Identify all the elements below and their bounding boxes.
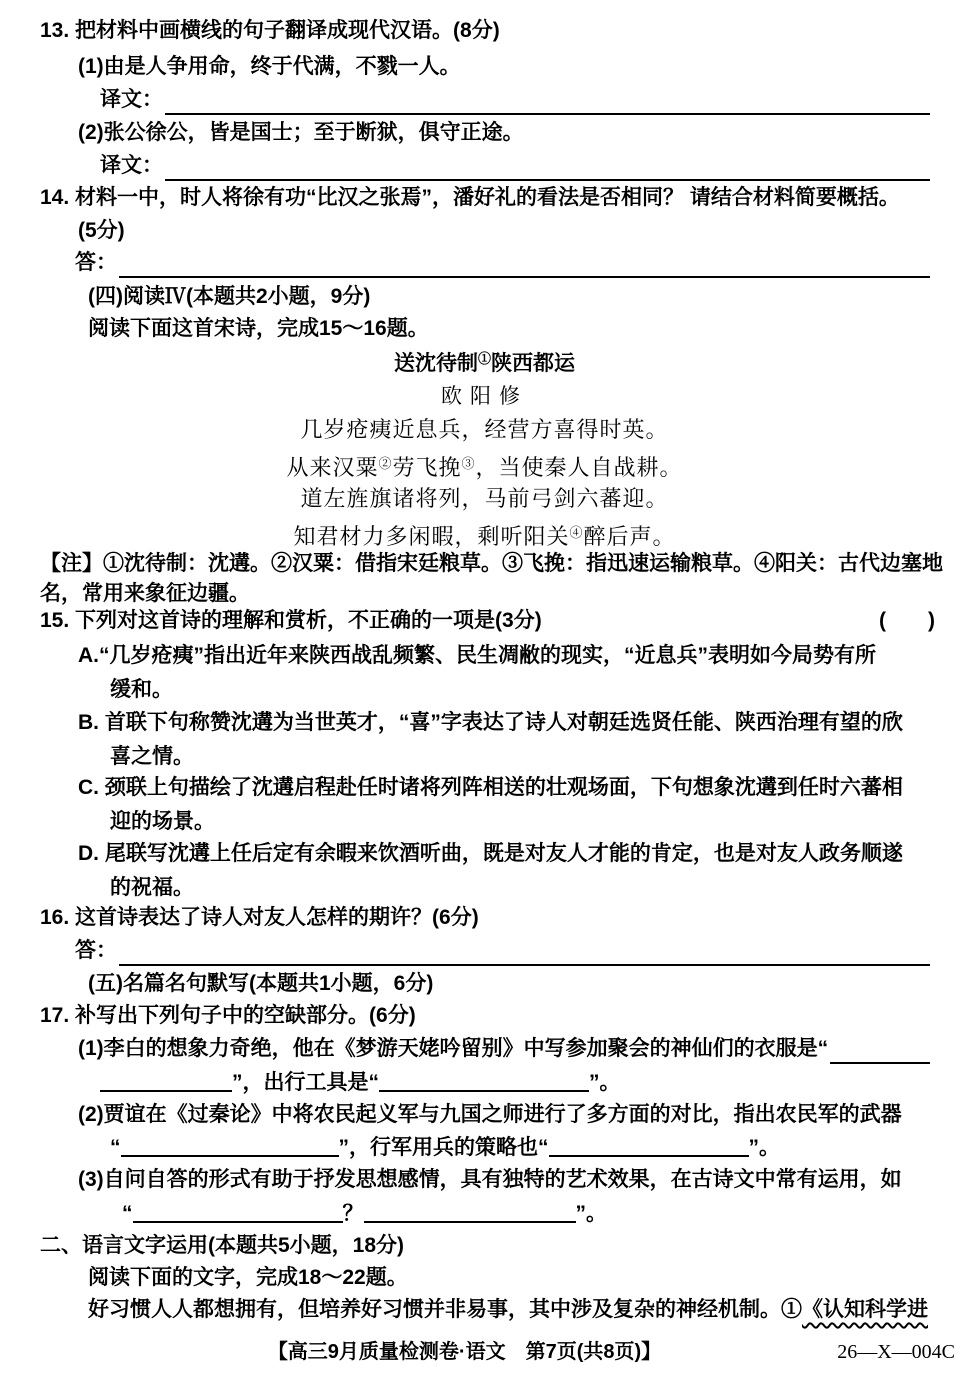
q13-translation-row-1	[100, 85, 930, 115]
passage-opening-line	[88, 1295, 928, 1325]
q15-option-d-line2: 的祝福。	[110, 876, 194, 899]
q13-sentence-2: (2)张公徐公，皆是国士；至于断狱，俱守正途。	[78, 121, 524, 144]
answer-blank	[165, 86, 930, 115]
fill-blank	[100, 1070, 232, 1092]
section2-title: 二、语言文字运用(本题共5小题，18分)	[40, 1234, 405, 1257]
answer-blank	[165, 152, 930, 181]
q17-item2-line2	[110, 1133, 780, 1163]
page-footer: 【高三9月质量检测卷·语文 第7页(共8页)】	[267, 1341, 662, 1363]
poem-title	[0, 344, 969, 379]
footnote-marker-2: ②	[378, 456, 393, 471]
poem-line-2-part3: ，当使秦人自战耕。	[475, 455, 683, 480]
answer-label: 答：	[75, 939, 117, 962]
answer-blank	[119, 249, 930, 278]
poem-title-part2: 陕西都运	[491, 352, 575, 375]
poem-line-2	[0, 449, 969, 483]
poem-line-3: 道左旌旗诸将列，马前弓剑六蕃迎。	[300, 486, 669, 511]
fill-blank	[379, 1070, 589, 1092]
poem-line-4	[0, 518, 969, 552]
q13-stem: 13. 把材料中画横线的句子翻译成现代汉语。(8分)	[40, 19, 500, 42]
q15-option-b-line1: B. 首联下句称赞沈遘为当世英才，“喜”字表达了诗人对朝廷选贤任能、陕西治理有望的欣	[78, 711, 903, 734]
q15-stem: 15. 下列对这首诗的理解和赏析，不正确的一项是(3分)	[40, 609, 542, 632]
q17-item3-line2	[122, 1199, 607, 1229]
translation-label: 译文：	[100, 154, 163, 177]
q17-item2-line1: (2)贾谊在《过秦论》中将农民起义军与九国之师进行了多方面的对比，指出农民军的武器	[78, 1103, 902, 1126]
fill-blank	[121, 1135, 339, 1157]
section2-instruction: 阅读下面的文字，完成18～22题。	[88, 1266, 408, 1289]
fill-blank	[364, 1201, 576, 1223]
q15-option-d-line1: D. 尾联写沈遘上任后定有余暇来饮酒听曲，既是对友人才能的肯定，也是对友人政务顺遂	[78, 842, 903, 865]
poem-author: 欧阳修	[441, 384, 528, 408]
translation-label: 译文：	[100, 88, 163, 111]
poem-note-line2: 名，常用来象征边疆。	[40, 582, 250, 605]
q17-stem: 17. 补写出下列句子中的空缺部分。(6分)	[40, 1004, 416, 1027]
answer-blank	[119, 937, 930, 966]
q13-sentence-1: (1)由是人争用命，终于代满，不戮一人。	[78, 55, 461, 78]
q16-stem: 16. 这首诗表达了诗人对友人怎样的期许？(6分)	[40, 906, 479, 929]
section4-title: (四)阅读Ⅳ(本题共2小题，9分)	[88, 285, 371, 308]
poem-line-2-part1: 从来汉粟	[286, 455, 379, 480]
passage-text: 好习惯人人都想拥有，但培养好习惯并非易事，其中涉及复杂的神经机制。①	[88, 1298, 802, 1321]
poem-line-4-part2: 醉后声。	[583, 524, 676, 549]
q15-option-a-line2: 缓和。	[110, 678, 173, 701]
q15-option-a-line1: A.“几岁疮痍”指出近年来陕西战乱频繁、民生凋敝的现实，“近息兵”表明如今局势有所	[78, 644, 876, 667]
q15-option-c-line2: 迎的场景。	[110, 810, 215, 833]
q17-item1-text: (1)李白的想象力奇绝，他在《梦游天姥吟留别》中写参加聚会的神仙们的衣服是“	[78, 1037, 829, 1060]
poem-line-1: 几岁疮痍近息兵，经营方喜得时英。	[300, 417, 669, 442]
q15-stem-row	[40, 606, 935, 636]
q17-item3-line2-text3: ”。	[575, 1202, 607, 1225]
poem-instruction: 阅读下面这首宋诗，完成15～16题。	[88, 317, 429, 340]
q17-item2-line2-text2: ”，行军用兵的策略也“	[338, 1136, 549, 1159]
answer-label: 答：	[75, 251, 117, 274]
poem-line-4-part1: 知君材力多闲暇，剩听阳关	[293, 524, 570, 549]
passage-cited-title: 《认知科学进	[802, 1298, 928, 1321]
q17-item1-line2-text2: ”。	[589, 1071, 621, 1094]
q17-item1-line2	[100, 1068, 621, 1098]
fill-blank	[133, 1201, 343, 1223]
footnote-marker-1: ①	[477, 351, 491, 366]
q14-stem-line1: 14. 材料一中，时人将徐有功“比汉之张焉”，潘好礼的看法是否相同？ 请结合材料简要概括。	[40, 186, 900, 209]
poem-note-line1: 【注】①沈待制：沈遘。②汉粟：借指宋廷粮草。③飞挽：指迅速运输粮草。④阳关：古代边塞地	[40, 552, 943, 575]
q14-stem-line2: (5分)	[78, 219, 125, 242]
q17-item3-line1: (3)自问自答的形式有助于抒发思想感情，具有独特的艺术效果，在古诗文中常有运用，如	[78, 1168, 902, 1191]
q13-translation-row-2	[100, 151, 930, 181]
q16-answer-row	[75, 936, 930, 966]
fill-blank	[830, 1035, 930, 1064]
q14-answer-row	[75, 248, 930, 278]
footnote-marker-3: ③	[461, 456, 476, 471]
q17-item3-line2-text1: “	[122, 1202, 133, 1225]
paper-code: 26—X—004C	[837, 1341, 955, 1363]
footnote-marker-4: ④	[569, 525, 584, 540]
fill-blank	[549, 1135, 749, 1157]
q15-option-c-line1: C. 颈联上句描绘了沈遘启程赴任时诸将列阵相送的壮观场面，下句想象沈遘到任时六蕃相	[78, 776, 903, 799]
q17-item2-line2-text1: “	[110, 1136, 121, 1159]
poem-line-2-part2: 劳飞挽	[392, 455, 462, 480]
q17-item1-line1	[78, 1034, 930, 1064]
poem-title-part1: 送沈待制	[393, 352, 478, 375]
section5-title: (五)名篇名句默写(本题共1小题，6分)	[88, 972, 434, 995]
q17-item3-line2-text2: ？	[342, 1202, 364, 1225]
q17-item1-line2-text1: ”，出行工具是“	[232, 1071, 379, 1094]
q15-option-b-line2: 喜之情。	[110, 745, 194, 768]
q17-item2-line2-text3: ”。	[748, 1136, 780, 1159]
answer-bracket: ( )	[879, 609, 935, 632]
